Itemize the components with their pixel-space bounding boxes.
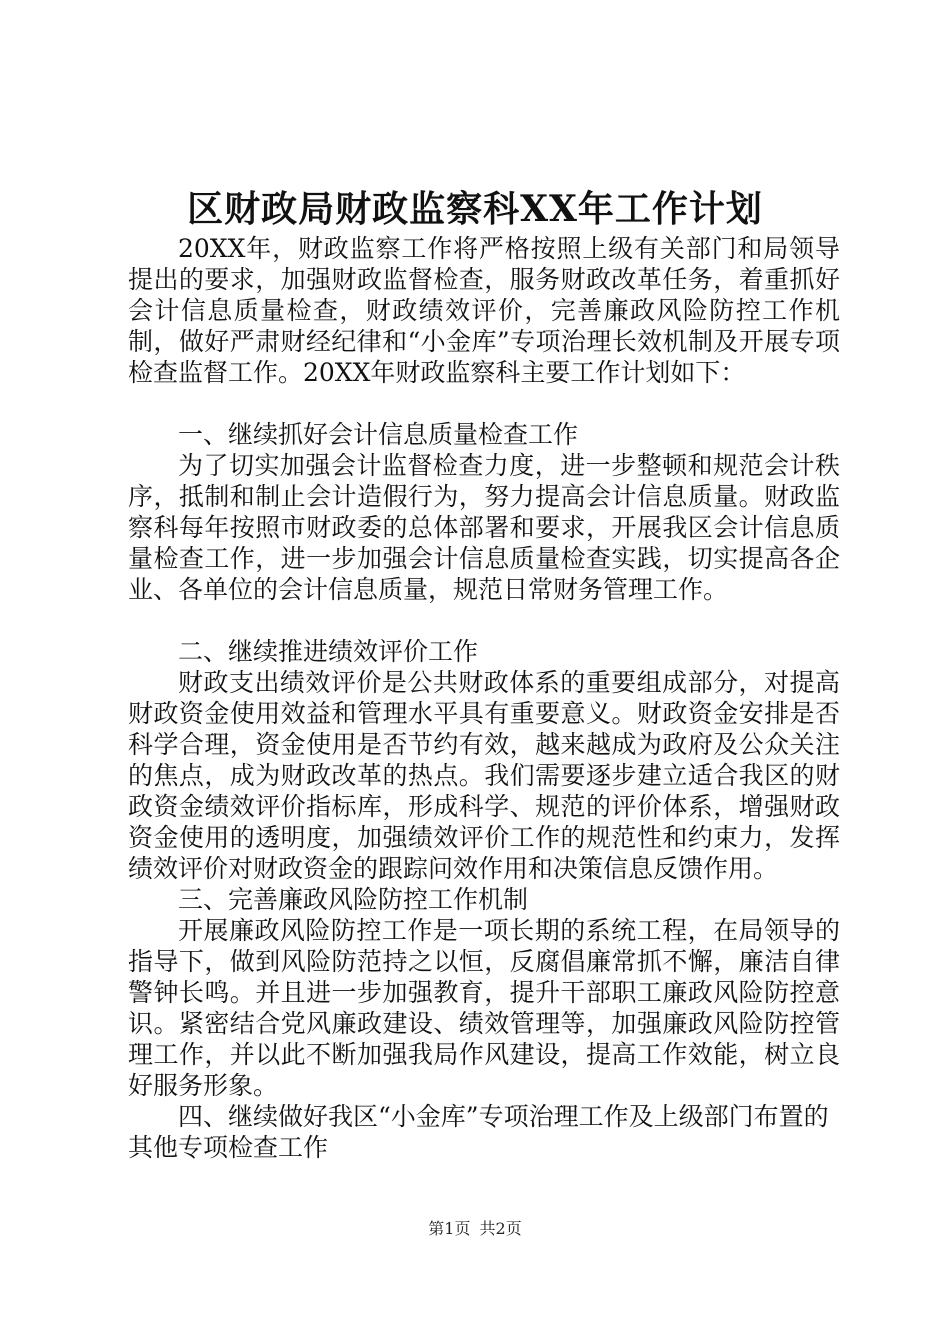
page-footer	[0, 1218, 950, 1240]
section-heading-3: 三、完善廉政风险防控工作机制	[178, 885, 529, 914]
spacer	[128, 388, 840, 419]
section-body-1: 为了切实加强会计监督检查力度，进一步整顿和规范会计秩序，抵制和制止会计造假行为，努力提高会计信息质量。财政监察科每年按照市财政委的总体部署和要求，开展我区会计信息质量检查工作，进一步加强会计信息质量检查实践，切实提高各企业、各单位的会计信息质量，规范日常财务管理工作。	[128, 451, 840, 604]
section-heading-1: 一、继续抓好会计信息质量检查工作	[178, 420, 579, 449]
section-body-2: 财政支出绩效评价是公共财政体系的重要组成部分，对提高财政资金使用效益和管理水平具有重要意义。财政资金安排是否科学合理，资金使用是否节约有效，越来越成为政府及公众关注的焦点，成为财政改革的热点。我们需要逐步建立适合我区的财政资金绩效评价指标库，形成科学、规范的评价体系，增强财政资金使用的透明度，加强绩效评价工作的规范性和约束力，发挥绩效评价对财政资金的跟踪问效作用和决策信息反馈作用。	[128, 668, 840, 883]
page-total: 共2页	[479, 1219, 522, 1238]
document-body	[128, 233, 840, 1163]
section-heading-4: 四、继续做好我区“小金库”专项治理工作及上级部门布置的其他专项检查工作	[128, 1102, 829, 1162]
page-number: 第1页	[428, 1219, 471, 1238]
section-body-3: 开展廉政风险防控工作是一项长期的系统工程，在局领导的指导下，做到风险防范持之以恒，反腐倡廉常抓不懈，廉洁自律警钟长鸣。并且进一步加强教育，提升干部职工廉政风险防控意识。紧密结合党风廉政建设、绩效管理等，加强廉政风险防控管理工作，并以此不断加强我局作风建设，提高工作效能，树立良好服务形象。	[128, 916, 840, 1100]
intro-paragraph: 20XX年，财政监察工作将严格按照上级有关部门和局领导提出的要求，加强财政监督检查，服务财政改革任务，着重抓好会计信息质量检查，财政绩效评价，完善廉政风险防控工作机制，做好严肃财经纪律和“小金库”专项治理长效机制及开展专项检查监督工作。20XX年财政监察科主要工作计划如下：	[128, 234, 840, 387]
spacer	[128, 605, 840, 636]
section-heading-2: 二、继续推进绩效评价工作	[178, 637, 479, 666]
document-title: 区财政局财政监察科XX年工作计划	[187, 188, 763, 230]
